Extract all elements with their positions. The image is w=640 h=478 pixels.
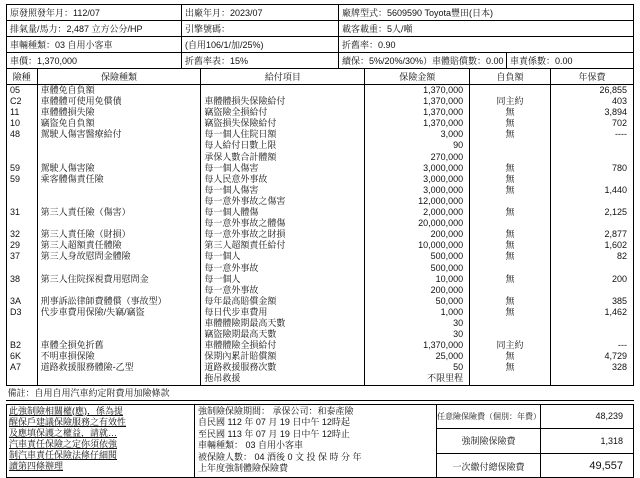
coverage-item: 每一個人 <box>201 274 365 285</box>
coverage-premium <box>550 285 633 296</box>
coverage-name: 車體體損失險 <box>37 107 201 118</box>
coverage-name: 第三人身故慰問金體險 <box>37 251 201 262</box>
coverage-deductible: 同主約 <box>470 96 551 107</box>
coverage-premium: 328 <box>550 362 633 373</box>
total-premium-label: 一次繳付總保險費 <box>437 454 541 478</box>
vehicle-info-header <box>6 4 634 69</box>
coverage-premium: 2,877 <box>550 229 633 240</box>
coverage-name: 第三人超額責任體險 <box>37 240 201 251</box>
coverage-code <box>7 185 38 196</box>
table-row <box>7 140 634 151</box>
coverage-amount: 不限里程 <box>365 373 470 385</box>
coverage-deductible: 無 <box>470 163 551 174</box>
coverage-name: 第三人責任險（財損） <box>37 229 201 240</box>
table-row <box>7 118 634 129</box>
insured-count: 被保險人數： 04 酒後 0 文 投 保 時 分 年 <box>198 451 362 462</box>
coverage-amount: 3,000,000 <box>365 163 470 174</box>
coverage-name <box>37 140 201 151</box>
coverage-premium <box>550 196 633 207</box>
table-row <box>7 251 634 262</box>
coverage-deductible: 無 <box>470 362 551 373</box>
coverage-code: 48 <box>7 129 38 140</box>
coverage-name: 車體免自負額 <box>37 85 201 97</box>
coverage-item: 保期內累計賠償額 <box>201 351 365 362</box>
table-row <box>7 96 634 107</box>
coverage-deductible: 無 <box>470 240 551 251</box>
coverage-premium <box>550 174 633 185</box>
table-row <box>7 340 634 351</box>
coverage-code: 38 <box>7 274 38 285</box>
coverage-name <box>37 185 201 196</box>
coverage-table <box>6 69 634 400</box>
coverage-amount: 1,370,000 <box>365 85 470 97</box>
coverage-name <box>37 218 201 229</box>
coverage-item: 車體體險期最高天數 <box>201 318 365 329</box>
coverage-item: 車體體損失保險給付 <box>201 96 365 107</box>
coverage-premium: 702 <box>550 118 633 129</box>
coverage-deductible: 無 <box>470 185 551 196</box>
coverage-code <box>7 152 38 163</box>
coverage-amount: 10,000,000 <box>365 240 470 251</box>
coverage-item: 每一意外事故之財損 <box>201 229 365 240</box>
coverage-item: 每一個人傷害 <box>201 163 365 174</box>
table-row <box>7 351 634 362</box>
notice-line: 汽車責任保險之定你須依強 <box>9 438 118 449</box>
coverage-deductible <box>470 140 551 151</box>
coverage-name: 車體全損免折舊 <box>37 340 201 351</box>
coverage-item: 承保人數合計體額 <box>201 152 365 163</box>
coverage-deductible: 無 <box>470 307 551 318</box>
capacity: 載客載重：5人/噸 <box>342 24 413 34</box>
coverage-item <box>201 85 365 97</box>
vehicle-category: 車輛種類： 03 自用小客車 <box>198 440 304 451</box>
table-row <box>7 318 634 329</box>
coverage-code: 31 <box>7 207 38 218</box>
table-row <box>7 373 634 385</box>
table-note-row <box>7 385 634 400</box>
coverage-item: 每人民意外事故 <box>201 174 365 185</box>
col-header-name: 保險種類 <box>37 69 201 85</box>
col-header-premium: 年保費 <box>550 69 633 85</box>
coverage-premium <box>550 318 633 329</box>
coverage-code: C2 <box>7 96 38 107</box>
table-row <box>7 329 634 340</box>
coverage-deductible <box>470 218 551 229</box>
notice-line: 醒保戶建議保險服務之有效性 <box>9 416 127 427</box>
notice-line: 讀第四條辦理 <box>9 460 64 471</box>
manufacture-date: 出廠年月：2023/07 <box>182 5 339 20</box>
prior-year-premium: 上年度強制體險保險費 <box>198 463 289 474</box>
coverage-premium: 3,894 <box>550 107 633 118</box>
coverage-premium <box>550 140 633 151</box>
coverage-premium: 385 <box>550 296 633 307</box>
coverage-code: 05 <box>7 85 38 97</box>
coverage-name: 不明車損保險 <box>37 351 201 362</box>
coverage-premium: 1,462 <box>550 307 633 318</box>
header-row <box>7 53 633 69</box>
compulsory-premium-label: 強制險保險費 <box>437 429 541 453</box>
coverage-amount: 30 <box>365 329 470 340</box>
notice-line: 及應填保護之權益，請就… <box>9 427 118 438</box>
coverage-code <box>7 285 38 296</box>
coverage-item: 第三人超額責任給付 <box>201 240 365 251</box>
coverage-code: A7 <box>7 362 38 373</box>
premium-row <box>437 405 633 430</box>
usage-note: (自用106/1/加/25%) <box>182 37 339 52</box>
voluntary-premium-value: 48,239 <box>595 411 623 422</box>
coverage-premium <box>550 152 633 163</box>
coverage-amount: 25,000 <box>365 351 470 362</box>
coverage-deductible: 同主約 <box>470 340 551 351</box>
table-row <box>7 129 634 140</box>
liability-factor: 車責係數：0.00 <box>510 56 573 66</box>
coverage-amount: 3,000 <box>365 129 470 140</box>
coverage-premium: 4,729 <box>550 351 633 362</box>
coverage-item: 道路救援服務次數 <box>201 362 365 373</box>
coverage-name: 代步車費用保險/失竊/竊盜 <box>37 307 201 318</box>
coverage-deductible <box>470 285 551 296</box>
coverage-item: 每一意外事故之傷害 <box>201 196 365 207</box>
premium-row <box>437 454 633 478</box>
table-note: 備註：自用自用汽車約定附費用加險條款 <box>7 385 634 400</box>
coverage-code: 29 <box>7 240 38 251</box>
coverage-deductible: 無 <box>470 207 551 218</box>
premium-row <box>437 429 633 454</box>
coverage-premium <box>550 218 633 229</box>
col-header-amount: 保險金額 <box>365 69 470 85</box>
coverage-name: 竊盜免自負額 <box>37 118 201 129</box>
coverage-name <box>37 285 201 296</box>
coverage-item: 每一意外事故 <box>201 263 365 274</box>
coverage-item: 每一個人體傷 <box>201 207 365 218</box>
table-row <box>7 207 634 218</box>
coverage-code <box>7 140 38 151</box>
table-row <box>7 163 634 174</box>
table-row <box>7 185 634 196</box>
period-header: 強制險保險期間： 承保公司：和泰產險 <box>198 405 354 416</box>
coverage-item: 竊盜險全損給付 <box>201 107 365 118</box>
footer-notice <box>7 405 195 477</box>
col-header-item: 給付項目 <box>201 69 365 85</box>
coverage-amount: 30 <box>365 318 470 329</box>
table-header-row <box>7 69 634 85</box>
coverage-premium: 403 <box>550 96 633 107</box>
table-row <box>7 240 634 251</box>
coverage-premium <box>550 373 633 385</box>
coverage-code: 10 <box>7 118 38 129</box>
coverage-code: 11 <box>7 107 38 118</box>
coverage-name: 駕駛人傷害險 <box>37 163 201 174</box>
coverage-deductible <box>470 263 551 274</box>
coverage-deductible <box>470 152 551 163</box>
coverage-code: 59 <box>7 174 38 185</box>
table-row <box>7 296 634 307</box>
coverage-premium: 1,602 <box>550 240 633 251</box>
coverage-code: 37 <box>7 251 38 262</box>
table-row <box>7 263 634 274</box>
coverage-deductible <box>470 329 551 340</box>
coverage-name: 第三人責任險（傷害） <box>37 207 201 218</box>
coverage-code: 32 <box>7 229 38 240</box>
coverage-amount: 500,000 <box>365 251 470 262</box>
coverage-code: 6K <box>7 351 38 362</box>
coverage-premium: --- <box>550 340 633 351</box>
table-row <box>7 229 634 240</box>
coverage-item: 每一個人住院日額 <box>201 129 365 140</box>
compulsory-premium-value: 1,318 <box>600 435 623 446</box>
issue-date: 原發照發年月：112/07 <box>7 5 182 20</box>
coverage-item: 車體體險全損給付 <box>201 340 365 351</box>
table-row <box>7 85 634 97</box>
coverage-premium: 82 <box>550 251 633 262</box>
coverage-deductible: 無 <box>470 274 551 285</box>
coverage-amount: 90 <box>365 140 470 151</box>
coverage-premium <box>550 263 633 274</box>
coverage-amount: 1,370,000 <box>365 96 470 107</box>
renewal-factor: 續保：5%/20%/30%）車體賠償數：0.00 <box>339 53 507 68</box>
vehicle-price: 車價：1,370,000 <box>7 53 182 68</box>
coverage-item: 每一個人傷害 <box>201 185 365 196</box>
coverage-amount: 500,000 <box>365 263 470 274</box>
coverage-amount: 200,000 <box>365 285 470 296</box>
coverage-amount: 3,000,000 <box>365 185 470 196</box>
table-row <box>7 218 634 229</box>
coverage-premium: 26,855 <box>550 85 633 97</box>
coverage-name <box>37 373 201 385</box>
coverage-name: 道路救援服務體險-乙型 <box>37 362 201 373</box>
coverage-name: 車體體可使用免償債 <box>37 96 201 107</box>
coverage-amount: 1,370,000 <box>365 340 470 351</box>
coverage-table-wrapper <box>6 69 634 401</box>
coverage-code: B2 <box>7 340 38 351</box>
coverage-deductible <box>470 318 551 329</box>
coverage-name <box>37 318 201 329</box>
coverage-amount: 50,000 <box>365 296 470 307</box>
coverage-amount: 200,000 <box>365 229 470 240</box>
coverage-item: 每一個人 <box>201 251 365 262</box>
compulsory-insurance-period <box>195 405 437 477</box>
coverage-code <box>7 218 38 229</box>
footer <box>6 404 634 478</box>
coverage-item: 每日代步車費用 <box>201 307 365 318</box>
voluntary-premium-label: 任意險保險費（個別：年費） <box>437 405 541 429</box>
vehicle-type: 車輛種類：03 自用小客車 <box>7 37 182 52</box>
coverage-name <box>37 263 201 274</box>
coverage-amount: 3,000,000 <box>365 174 470 185</box>
coverage-code <box>7 329 38 340</box>
coverage-premium: 200 <box>550 274 633 285</box>
coverage-name: 刑事訴訟律師費體償（事故型） <box>37 296 201 307</box>
coverage-deductible: 無 <box>470 251 551 262</box>
coverage-name <box>37 196 201 207</box>
coverage-amount: 2,000,000 <box>365 207 470 218</box>
coverage-item: 拖吊救援 <box>201 373 365 385</box>
period-end: 至民國 113 年 07 月 19 日中午 12時止 <box>198 428 350 439</box>
coverage-name <box>37 152 201 163</box>
coverage-premium: ---- <box>550 129 633 140</box>
coverage-amount: 50 <box>365 362 470 373</box>
table-row <box>7 274 634 285</box>
depreciation-rate: 折舊率：0.90 <box>342 40 396 50</box>
coverage-amount: 270,000 <box>365 152 470 163</box>
coverage-name <box>37 329 201 340</box>
coverage-deductible: 無 <box>470 351 551 362</box>
table-row <box>7 362 634 373</box>
coverage-table-body <box>7 85 634 386</box>
coverage-item: 每人給付日數上限 <box>201 140 365 151</box>
coverage-code <box>7 373 38 385</box>
col-header-code: 險種 <box>7 69 38 85</box>
col-header-deductible: 自負額 <box>470 69 551 85</box>
coverage-deductible <box>470 196 551 207</box>
table-row <box>7 174 634 185</box>
coverage-code <box>7 196 38 207</box>
coverage-deductible: 無 <box>470 296 551 307</box>
engine-number: 引擎號碼： <box>182 21 339 36</box>
coverage-deductible: 無 <box>470 129 551 140</box>
coverage-amount: 12,000,000 <box>365 196 470 207</box>
total-premium-value: 49,557 <box>589 460 623 473</box>
notice-title: 此強制險相關權(應)，係為提 <box>9 405 123 416</box>
coverage-premium: 1,440 <box>550 185 633 196</box>
coverage-amount: 1,000 <box>365 307 470 318</box>
coverage-deductible <box>470 85 551 97</box>
coverage-code: 3A <box>7 296 38 307</box>
coverage-code <box>7 263 38 274</box>
coverage-amount: 1,370,000 <box>365 107 470 118</box>
notice-line: 制汽車責任保險法條仔細閱 <box>9 449 118 460</box>
coverage-name: 駕駛人傷害醫療給付 <box>37 129 201 140</box>
header-row <box>7 37 633 53</box>
coverage-amount: 1,370,000 <box>365 118 470 129</box>
coverage-amount: 20,000,000 <box>365 218 470 229</box>
coverage-code: 59 <box>7 163 38 174</box>
displacement: 排氣量/馬力：2,487 立方公分/HP <box>7 21 182 36</box>
coverage-item: 竊盜險期最高天數 <box>201 329 365 340</box>
coverage-deductible <box>470 373 551 385</box>
coverage-premium: 780 <box>550 163 633 174</box>
coverage-code: D3 <box>7 307 38 318</box>
depreciation-table: 折舊率表：15% <box>182 53 339 68</box>
coverage-item: 竊盜損失保險給付 <box>201 118 365 129</box>
coverage-item: 每一意外事故 <box>201 285 365 296</box>
coverage-name: 乘客體傷責任險 <box>37 174 201 185</box>
coverage-code <box>7 318 38 329</box>
coverage-name: 第三人住院探視費用慰問金 <box>37 274 201 285</box>
table-row <box>7 285 634 296</box>
coverage-premium: 2,125 <box>550 207 633 218</box>
period-start: 自民國 112 年 07 月 19 日中午 12時起 <box>198 417 350 428</box>
coverage-item: 每一意外事故之體傷 <box>201 218 365 229</box>
header-row <box>7 21 633 37</box>
table-row <box>7 307 634 318</box>
coverage-premium <box>550 329 633 340</box>
table-row <box>7 152 634 163</box>
premium-summary <box>437 405 633 477</box>
coverage-deductible: 無 <box>470 174 551 185</box>
brand-model: 廠牌型式：5609590 Toyota豐田(日本) <box>342 8 494 18</box>
table-row <box>7 196 634 207</box>
table-row <box>7 107 634 118</box>
coverage-deductible: 無 <box>470 229 551 240</box>
coverage-amount: 10,000 <box>365 274 470 285</box>
coverage-deductible: 無 <box>470 107 551 118</box>
coverage-item: 每年最高賠償金額 <box>201 296 365 307</box>
header-row <box>7 5 633 21</box>
coverage-deductible: 無 <box>470 118 551 129</box>
